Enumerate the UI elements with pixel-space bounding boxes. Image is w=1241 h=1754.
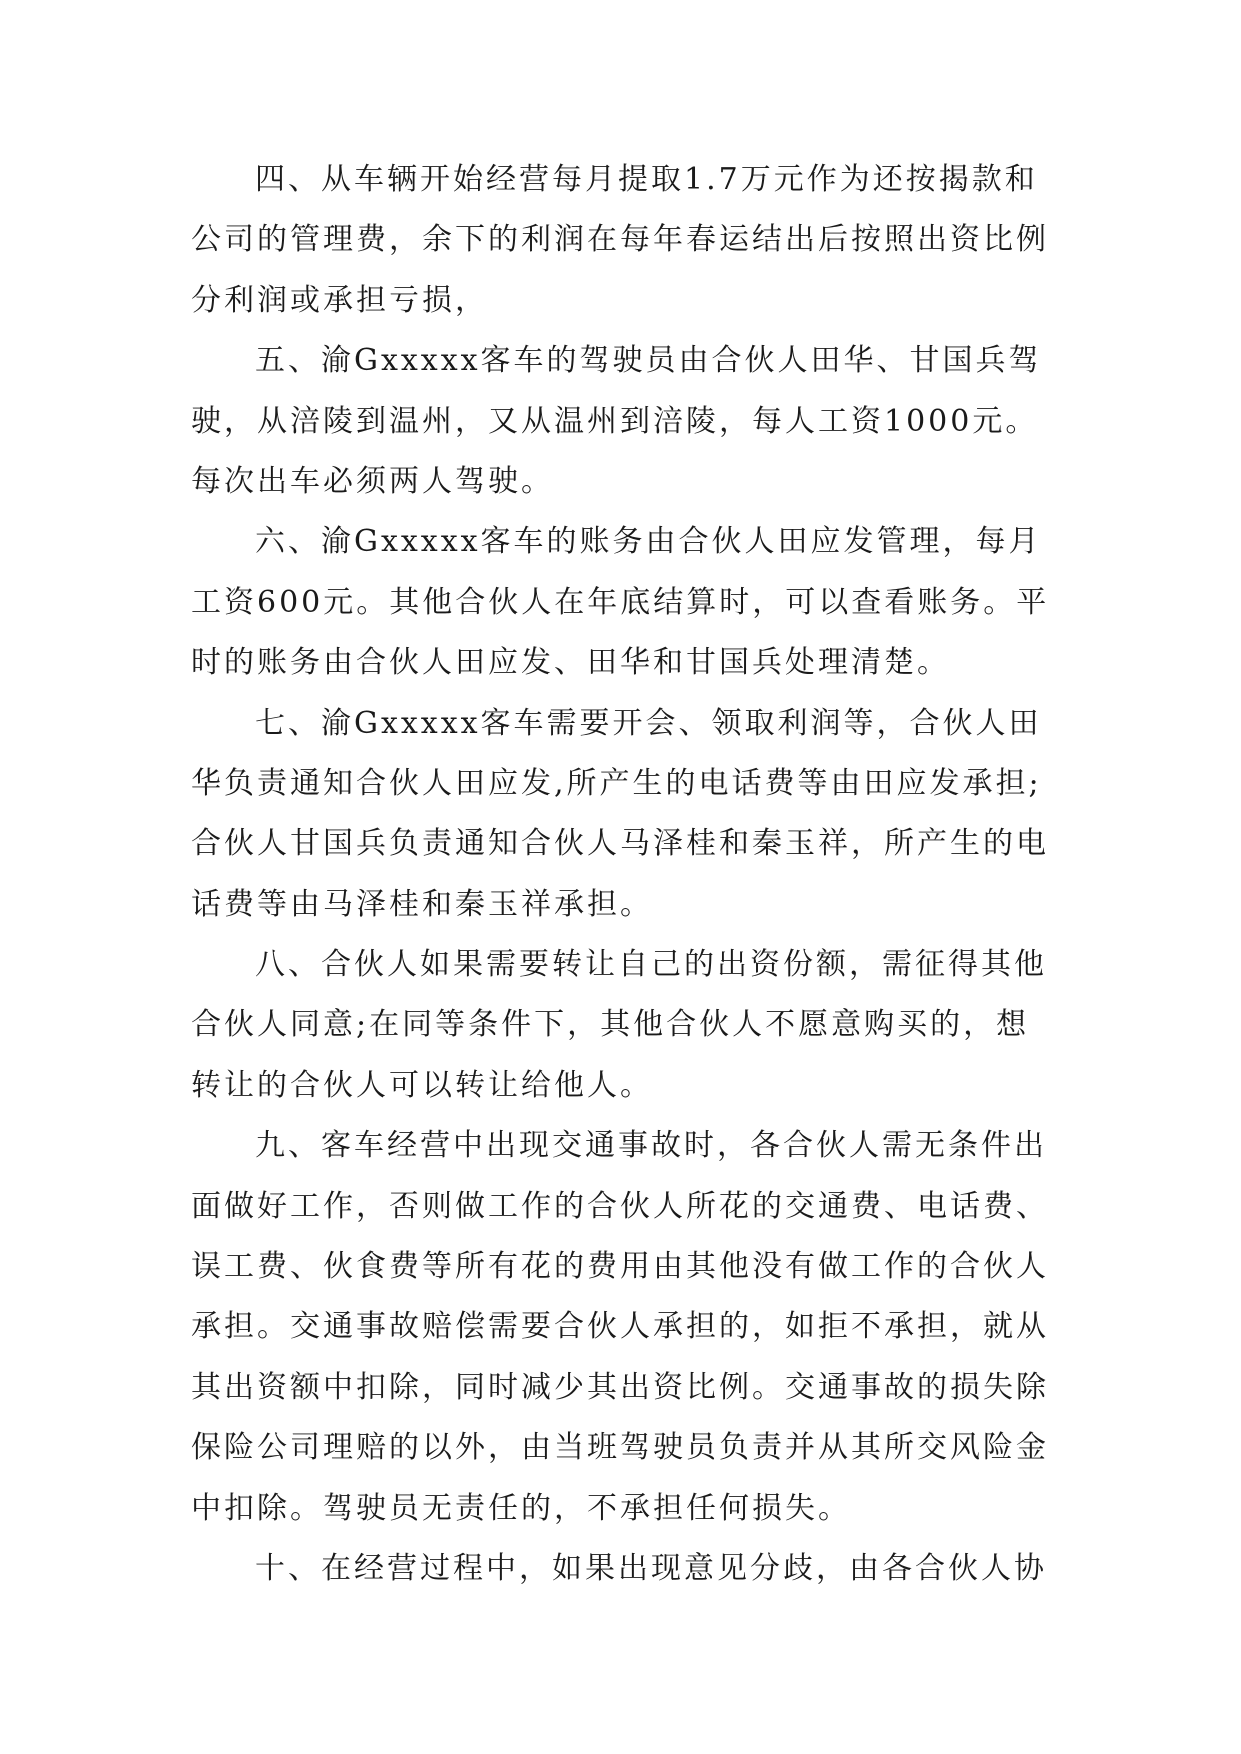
text-line: 四、从车辆开始经营每月提取1.7万元作为还按揭款和 [255, 162, 1038, 197]
text-line: 话费等由马泽桂和秦玉祥承担。 [191, 886, 653, 922]
text-line: 七、渝Gxxxxx客车需要开会、领取利润等，合伙人田 [255, 705, 1042, 741]
text-line: 十、在经营过程中，如果出现意见分歧，由各合伙人协 [255, 1550, 1047, 1586]
text-line: 中扣除。驾驶员无责任的，不承担任何损失。 [191, 1490, 851, 1526]
clause-10 [191, 1539, 1091, 1599]
text-line: 其出资额中扣除，同时减少其出资比例。交通事故的损失除 [191, 1369, 1049, 1405]
text-line: 公司的管理费，余下的利润在每年春运结出后按照出资比例 [191, 222, 1049, 258]
text-line: 保险公司理赔的以外，由当班驾驶员负责并从其所交风险金 [191, 1430, 1049, 1466]
text-line: 合伙人同意;在同等条件下，其他合伙人不愿意购买的，想 [191, 1007, 1030, 1043]
text-line: 九、客车经营中出现交通事故时，各合伙人需无条件出 [255, 1128, 1047, 1164]
text-line: 转让的合伙人可以转让给他人。 [191, 1067, 653, 1103]
clause-7 [191, 694, 1091, 936]
clause-9 [191, 1116, 1091, 1539]
text-line: 驶，从涪陵到温州，又从温州到涪陵，每人工资1000元。 [191, 403, 1039, 439]
text-line: 工资600元。其他合伙人在年底结算时，可以查看账务。平 [191, 584, 1050, 620]
text-line: 合伙人甘国兵负责通知合伙人马泽桂和秦玉祥，所产生的电 [191, 826, 1049, 862]
text-line: 时的账务由合伙人田应发、田华和甘国兵处理清楚。 [191, 645, 950, 681]
clause-6 [191, 512, 1091, 693]
text-line: 华负责通知合伙人田应发,所产生的电话费等由田应发承担; [191, 765, 1042, 801]
text-line: 分利润或承担亏损， [191, 282, 488, 318]
clause-8 [191, 935, 1091, 1116]
text-line: 六、渝Gxxxxx客车的账务由合伙人田应发管理，每月 [255, 524, 1042, 560]
clause-5 [191, 331, 1091, 512]
text-line: 承担。交通事故赔偿需要合伙人承担的，如拒不承担，就从 [191, 1309, 1049, 1345]
text-line: 误工费、伙食费等所有花的费用由其他没有做工作的合伙人 [191, 1249, 1049, 1285]
text-line: 五、渝Gxxxxx客车的驾驶员由合伙人田华、甘国兵驾 [255, 343, 1042, 379]
document-body [191, 150, 1091, 1599]
text-line: 八、合伙人如果需要转让自己的出资份额，需征得其他 [255, 947, 1047, 983]
clause-4 [191, 150, 1091, 331]
text-line: 每次出车必须两人驾驶。 [191, 463, 554, 499]
text-line: 面做好工作，否则做工作的合伙人所花的交通费、电话费、 [191, 1188, 1049, 1224]
